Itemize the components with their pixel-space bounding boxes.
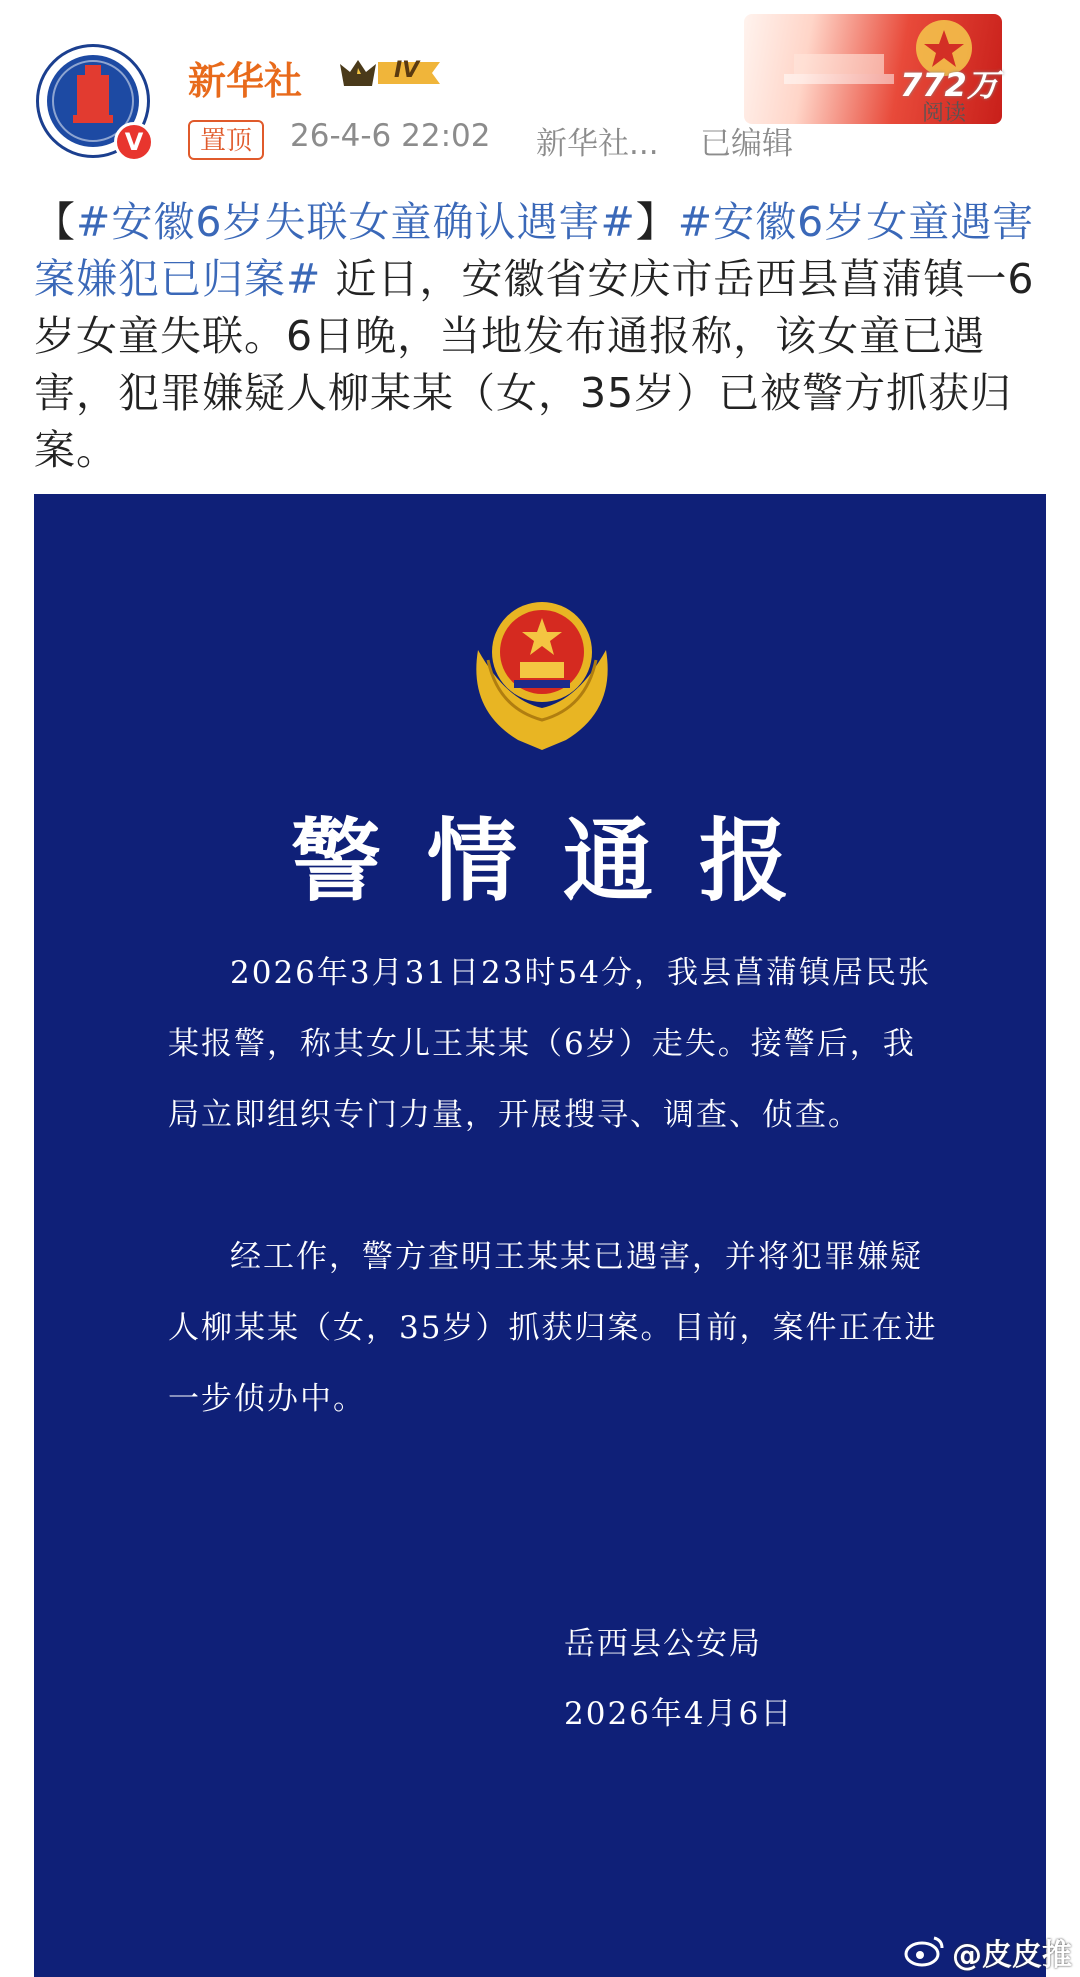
level-label: IV [394,58,420,83]
edited-label[interactable]: 已编辑 [700,126,793,162]
author-name[interactable]: 新华社 [188,59,303,103]
bracket-open: 【 [34,198,76,246]
verified-v-icon: V [114,122,154,162]
post-text: 近日，安徽省安庆市岳西县菖蒲镇一6岁女童失联。6日晚，当地发布通报称，该女童已遇害，犯罪嫌疑人柳某某（女，35岁）已被警方抓获归案。 [34,255,1035,474]
bracket-close: 】 [635,198,678,246]
notice-paragraph-1: 2026年3月31日23时54分，我县菖蒲镇居民张某报警，称其女儿王某某（6岁）走失。接警后，我局立即组织专门力量，开展搜寻、调查、侦查。 [168,955,931,1133]
police-notice-image[interactable] [34,494,1046,1977]
post-source[interactable]: 新华社... [536,126,659,162]
post-header [0,0,1080,190]
weibo-icon [904,1934,946,1968]
read-count: 772万 [900,66,999,104]
post-body [34,194,1048,479]
notice-paragraph-2: 经工作，警方查明王某某已遇害，并将犯罪嫌疑人柳某某（女，35岁）抓获归案。目前，案件正在进一步侦办中。 [168,1239,938,1417]
topic-link-2[interactable]: #安徽6岁女童遇害案嫌犯已归案# [34,198,1035,303]
watermark: @皮皮推 [952,1938,1072,1973]
post-timestamp: 26-4-6 22:02 [290,118,491,154]
police-emblem-icon [458,590,626,758]
level-badge[interactable] [336,54,446,92]
notice-title: 警情通报 [291,808,835,914]
notice-date: 2026年4月6日 [564,1696,794,1732]
topic-link-1[interactable]: #安徽6岁失联女童确认遇害# [76,198,636,246]
read-label: 阅读 [922,101,967,126]
pinned-tag: 置顶 [188,120,264,160]
notice-issuer: 岳西县公安局 [564,1626,762,1662]
